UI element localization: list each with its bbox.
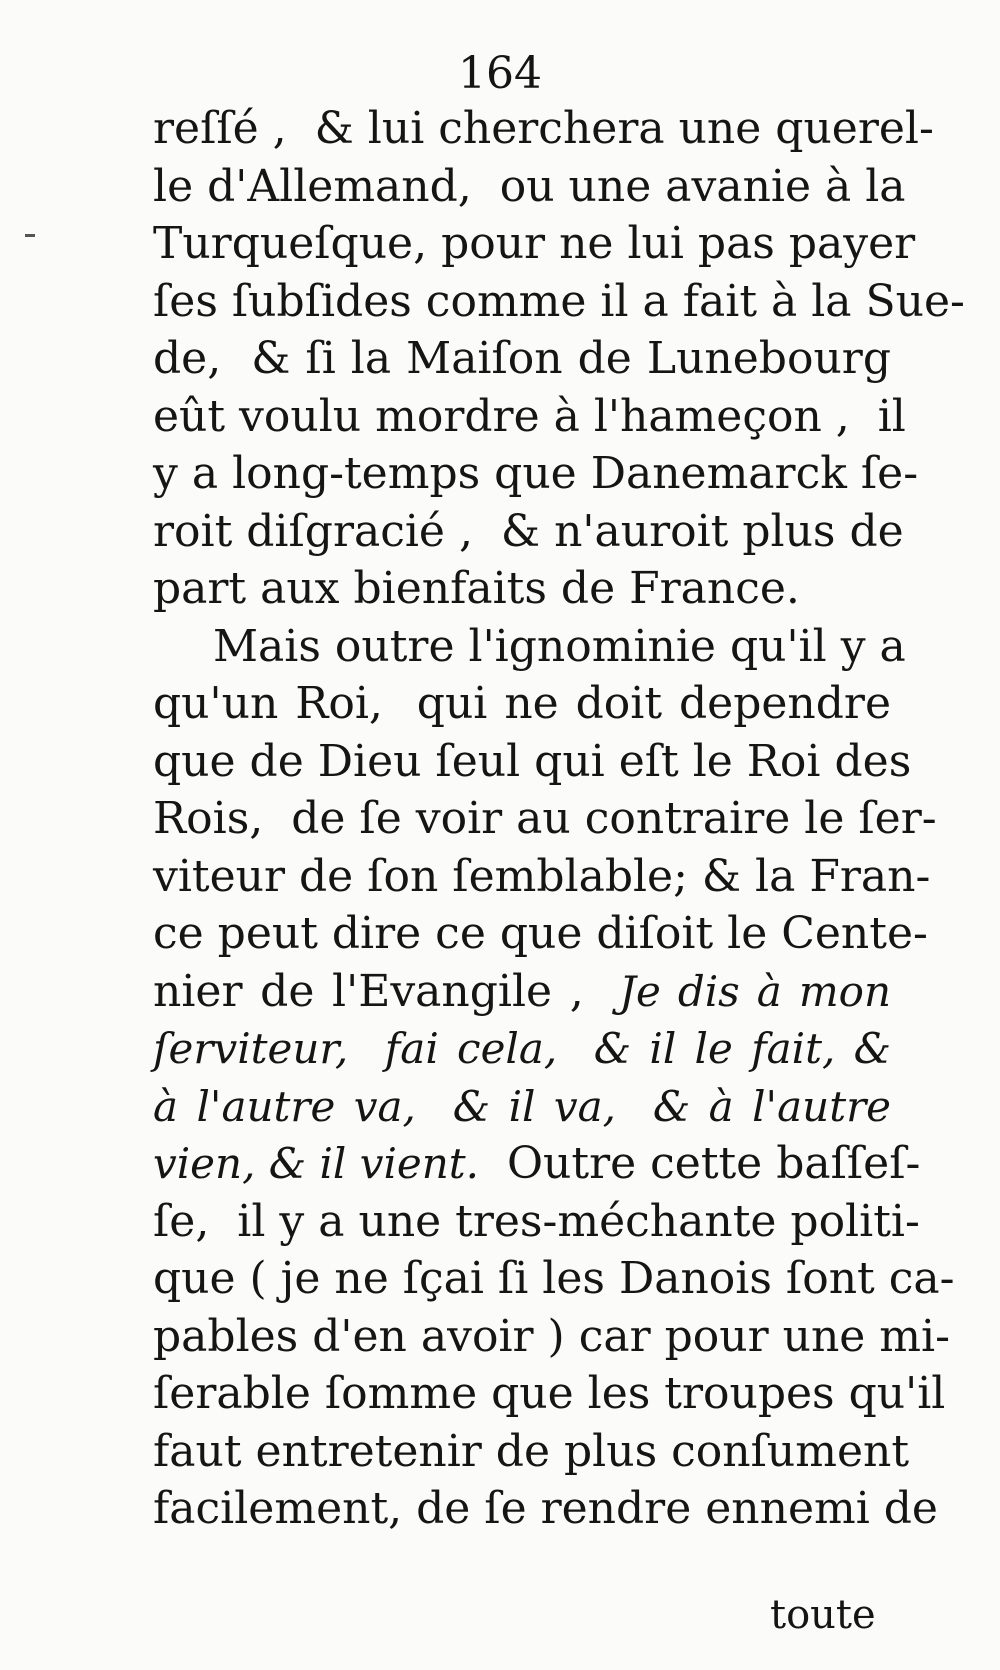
text-line (153, 503, 904, 561)
text-line (153, 1135, 921, 1193)
text-segment: roit diſgracié , & n'auroit plus de (153, 505, 904, 557)
text-segment: le d'Allemand, ou une avanie à la (153, 160, 906, 212)
text-line (153, 445, 919, 503)
catchword: toute (770, 1592, 876, 1638)
text-segment: que ( je ne ſçai ſi les Danois ſont ca- (153, 1253, 955, 1304)
text-segment: Outre cette baſſeſ- (479, 1138, 921, 1189)
text-line (153, 675, 891, 733)
text-segment: Turqueſque, pour ne lui pas payer (153, 218, 916, 269)
text-line (153, 1480, 938, 1538)
text-segment: ſes ſubſides comme il a fait à la Sue- (153, 275, 965, 327)
text-segment: eût voulu mordre à l'hameçon , il (153, 390, 906, 442)
text-segment: viteur de ſon ſemblable; & la Fran- (153, 850, 931, 902)
text-segment: de, & ſi la Maiſon de Lunebourg (153, 333, 891, 384)
page-number: 164 (458, 48, 542, 99)
text-line (153, 905, 928, 963)
italic-text: Je dis à mon (619, 966, 891, 1016)
text-segment: reſſé , & lui cherchera une querel- (153, 103, 934, 154)
text-line (153, 1423, 910, 1481)
text-line (153, 1020, 891, 1078)
text-segment: part aux bienfaits de France. (153, 563, 800, 614)
text-line (153, 560, 891, 618)
text-segment: faut entretenir de plus conſument (153, 1425, 910, 1477)
text-line (153, 388, 906, 446)
text-segment: pables d'en avoir ) car pour une mi- (153, 1310, 950, 1362)
italic-text: ſerviteur, fai cela, & il le fait, & (153, 1024, 891, 1073)
margin-mark (25, 234, 35, 237)
text-line (153, 790, 937, 848)
text-segment: y a long-temps que Danemarck ſe- (153, 448, 919, 499)
text-segment: facilement, de ſe rendre ennemi de (153, 1483, 938, 1534)
text-line (153, 215, 916, 273)
italic-text: à l'autre va, & il va, & à l'autre (153, 1081, 891, 1131)
text-line (153, 1365, 946, 1423)
text-line (153, 618, 906, 676)
text-line (153, 273, 965, 331)
body-text (153, 100, 965, 1538)
text-segment: ſerable ſomme que les troupes qu'il (153, 1368, 946, 1419)
text-line (153, 1250, 955, 1308)
text-segment: nier de l'Evangile , (153, 965, 620, 1017)
text-line (153, 330, 891, 388)
text-segment: Mais outre l'ignominie qu'il y a (213, 620, 906, 672)
text-line (153, 100, 934, 158)
text-line (153, 1078, 891, 1136)
text-line (153, 1308, 950, 1366)
text-segment: qu'un Roi, qui ne doit dependre (153, 678, 891, 729)
text-segment: que de Dieu ſeul qui eſt le Roi des (153, 735, 912, 787)
text-line (153, 848, 931, 906)
text-line (153, 1193, 920, 1251)
text-line (153, 733, 912, 791)
text-line (153, 963, 891, 1021)
text-segment: ſe, il y a une tres-méchante politi- (153, 1195, 920, 1247)
text-line (153, 158, 906, 216)
text-segment: ce peut dire ce que diſoit le Cente- (153, 908, 928, 959)
text-segment: Rois, de ſe voir au contraire le ſer- (153, 793, 937, 844)
italic-text: vien, & il vient. (153, 1139, 480, 1188)
